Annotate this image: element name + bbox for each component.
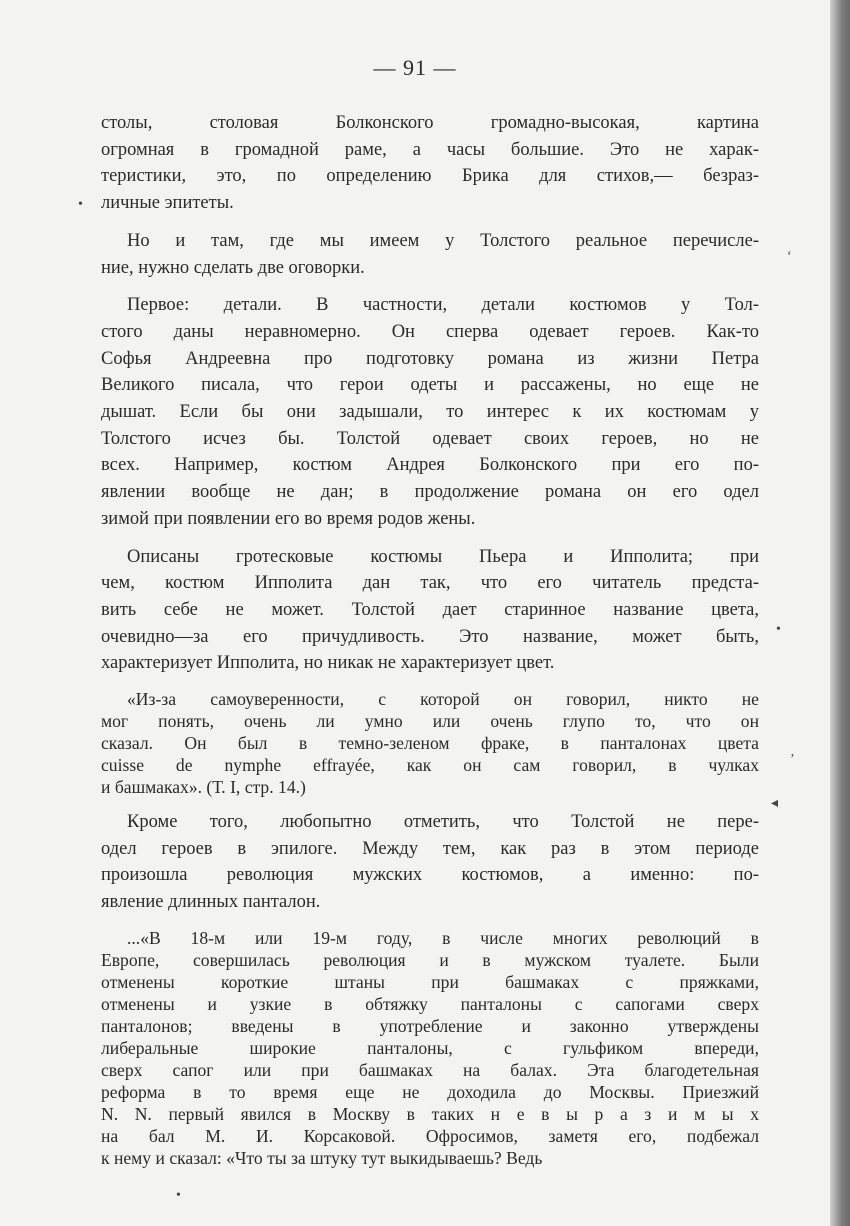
text-line: либеральные широкие панталоны, с гульфиком впереди, bbox=[101, 1037, 759, 1058]
page-edge bbox=[830, 0, 850, 1226]
margin-speck: ◂ bbox=[771, 796, 779, 811]
text-line: Но и там, где мы имеем у Толстого реальное перечисле- bbox=[127, 230, 759, 251]
margin-speck: • bbox=[776, 622, 781, 637]
text-line: панталонов; введены в употребление и законно утверждены bbox=[101, 1015, 759, 1036]
page-number: — 91 — bbox=[373, 55, 457, 80]
text-line: дышат. Если бы они задышали, то интерес к их костюмам у bbox=[101, 402, 759, 423]
paragraph-gap bbox=[101, 916, 759, 927]
text-line: Софья Андреевна про подготовку романа из жизни Петра bbox=[101, 348, 759, 369]
text-line: и башмаках». (Т. I, стр. 14.) bbox=[101, 777, 306, 798]
text-line: Великого писала, что герои одеты и рассажены, но еще не bbox=[101, 375, 759, 396]
text-line: мог понять, очень ли умно или очень глупо то, что он bbox=[101, 711, 759, 732]
paragraph bbox=[101, 228, 759, 281]
text-line: столы, столовая Болконского громадно-высокая, картина bbox=[101, 113, 759, 133]
text-line: cuisse de nymphe effrayée, как он сам говорил, в чулках bbox=[101, 755, 759, 776]
text-line: на бал М. И. Корсаковой. Офросимов, заметя его, подбежал bbox=[101, 1125, 759, 1146]
text-line: характеризует Ипполита, но никак не характеризует цвет. bbox=[101, 653, 555, 674]
paragraph bbox=[101, 544, 759, 678]
paragraph-gap bbox=[101, 217, 759, 228]
text-line: сверх сапог или при башмаках на балах. Эта благодетельная bbox=[101, 1059, 759, 1080]
text-line: отменены и узкие в обтяжку панталоны с сапогами сверх bbox=[101, 993, 759, 1014]
text-line: «Из-за самоуверенности, с которой он говорил, никто не bbox=[127, 689, 759, 710]
text-line: ...«В 18-м или 19-м году, в числе многих революций в bbox=[127, 927, 759, 948]
text-line: одел героев в эпилоге. Между тем, как раз в этом периоде bbox=[101, 838, 759, 859]
quote-paragraph bbox=[101, 927, 759, 1169]
text-line: личные эпитеты. bbox=[101, 193, 234, 214]
paragraph-gap bbox=[101, 281, 759, 292]
text-line: чем, костюм Ипполита дан так, что его читатель предста- bbox=[101, 573, 759, 594]
paragraph-gap bbox=[101, 798, 759, 809]
text-line: произошла революция мужских костюмов, а именно: по- bbox=[101, 865, 759, 886]
text-line: Первое: детали. В частности, детали костюмов у Тол- bbox=[127, 295, 759, 316]
text-line: Кроме того, любопытно отметить, что Толстой не пере- bbox=[127, 812, 759, 833]
text-line: вить себе не может. Толстой дает старинное название цвета, bbox=[101, 599, 759, 620]
text-line: к нему и сказал: «Что ты за штуку тут выкидываешь? Ведь bbox=[101, 1147, 543, 1168]
paragraph-gap bbox=[101, 533, 759, 544]
text-line: Описаны гротесковые костюмы Пьера и Ипполита; при bbox=[127, 546, 759, 567]
paragraph bbox=[101, 292, 759, 532]
paragraph-gap bbox=[101, 677, 759, 688]
margin-speck: • bbox=[176, 1188, 181, 1203]
paragraph bbox=[101, 110, 759, 217]
text-line: очевидно—за его причудливость. Это название, может быть, bbox=[101, 626, 759, 647]
text-line: Толстого исчез бы. Толстой одевает своих героев, но не bbox=[101, 428, 759, 449]
page-text bbox=[101, 110, 759, 1169]
text-line: огромная в громадной раме, а часы большие. Это не харак- bbox=[101, 139, 759, 160]
text-line: зимой при появлении его во время родов жены. bbox=[101, 508, 476, 529]
text-line: N. N. первый явился в Москву в таких н е в ы р а з и м ы х bbox=[101, 1103, 759, 1124]
quote-paragraph bbox=[101, 688, 759, 798]
text-line: стого даны неравномерно. Он сперва одевает героев. Как-то bbox=[101, 321, 759, 342]
text-line: теристики, это, по определению Брика для стихов,— безраз- bbox=[101, 166, 759, 187]
text-line: явлении вообще не дан; в продолжение романа он его одел bbox=[101, 482, 759, 503]
text-line: отменены короткие штаны при башмаках с пряжками, bbox=[101, 971, 759, 992]
paragraph bbox=[101, 809, 759, 916]
margin-speck: • bbox=[78, 197, 83, 212]
text-line: реформа в то время еще не доходила до Москвы. Приезжий bbox=[101, 1081, 759, 1102]
text-line: Европе, совершилась революция и в мужском туалете. Были bbox=[101, 949, 759, 970]
text-line: всех. Например, костюм Андрея Болконского при его по- bbox=[101, 455, 759, 476]
text-line: явление длинных панталон. bbox=[101, 892, 321, 913]
margin-speck: ’ bbox=[790, 752, 795, 767]
margin-speck: ‘ bbox=[787, 249, 792, 264]
text-line: ние, нужно сделать две оговорки. bbox=[101, 257, 365, 278]
text-line: сказал. Он был в темно-зеленом фраке, в панталонах цвета bbox=[101, 733, 759, 754]
